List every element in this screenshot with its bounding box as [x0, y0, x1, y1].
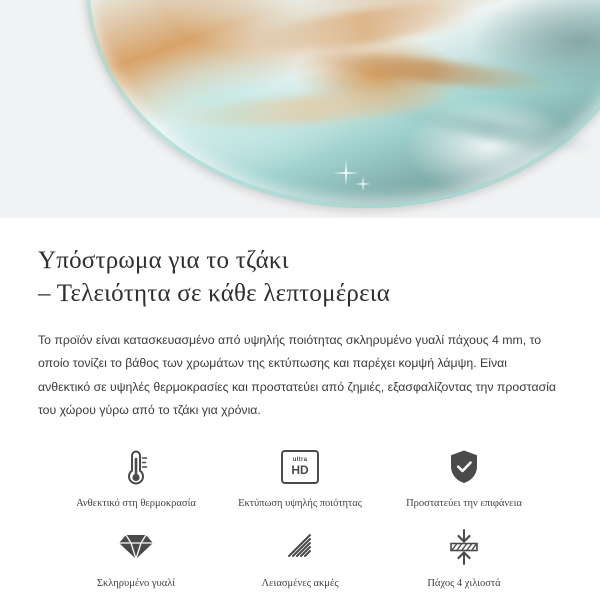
feature-item-tempered-glass — [54, 525, 218, 591]
description-paragraph: Το προϊόν είναι κατασκευασμένο από υψηλής ποιότητας σκληρυμένο γυαλί πάχους 4 mm, το οποίο τονίζει το βάθος των χρωμάτων της εκτύπωσης και παρέχει κομψή λάμψη. Είναι ανθεκτικό σε υψηλές θερμοκρασίες και προστατεύει από ζημιές, εξασφαλίζοντας την προστασία του χώρου γύρω από το τζάκι για χρόνια. — [38, 332, 557, 418]
feature-label: Ανθεκτικό στη θερμοκρασία — [76, 497, 196, 509]
feature-label: Λειασμένες ακμές — [261, 577, 339, 589]
ultra-hd-badge-bottom: HD — [291, 463, 309, 478]
feature-item-print-quality — [218, 445, 382, 511]
feature-item-surface-protection — [382, 445, 546, 511]
page-title-line-2: – Τελειότητα σε κάθε λεπτομέρεια — [38, 280, 391, 308]
shield-check-icon — [446, 445, 482, 489]
feature-label: Πάχος 4 χιλιοστά — [427, 577, 501, 589]
feature-item-temperature — [54, 445, 218, 511]
feature-item-polished-edges — [218, 525, 382, 591]
ultra-hd-badge — [281, 450, 319, 484]
hero-image — [0, 0, 600, 218]
content-section — [0, 218, 600, 590]
page-title-line-1: Υπόστρωμα για το τζάκι — [38, 247, 289, 274]
feature-label: Σκληρυμένο γυαλί — [96, 577, 176, 589]
feature-label: Προστατεύει την επιφάνεια — [406, 497, 522, 509]
page-title — [38, 244, 562, 311]
ultra-hd-badge-top: ultra — [292, 457, 308, 464]
diamond-icon — [117, 525, 155, 569]
polished-edges-icon — [282, 525, 318, 569]
feature-label: Εκτύπωση υψηλής ποιότητας — [238, 497, 362, 509]
thickness-arrows-icon — [444, 525, 484, 569]
sparkle-icon — [355, 176, 371, 192]
thermometer-icon — [119, 445, 153, 489]
ultra-hd-icon — [281, 445, 319, 489]
feature-item-thickness — [382, 525, 546, 591]
feature-grid — [38, 445, 562, 590]
